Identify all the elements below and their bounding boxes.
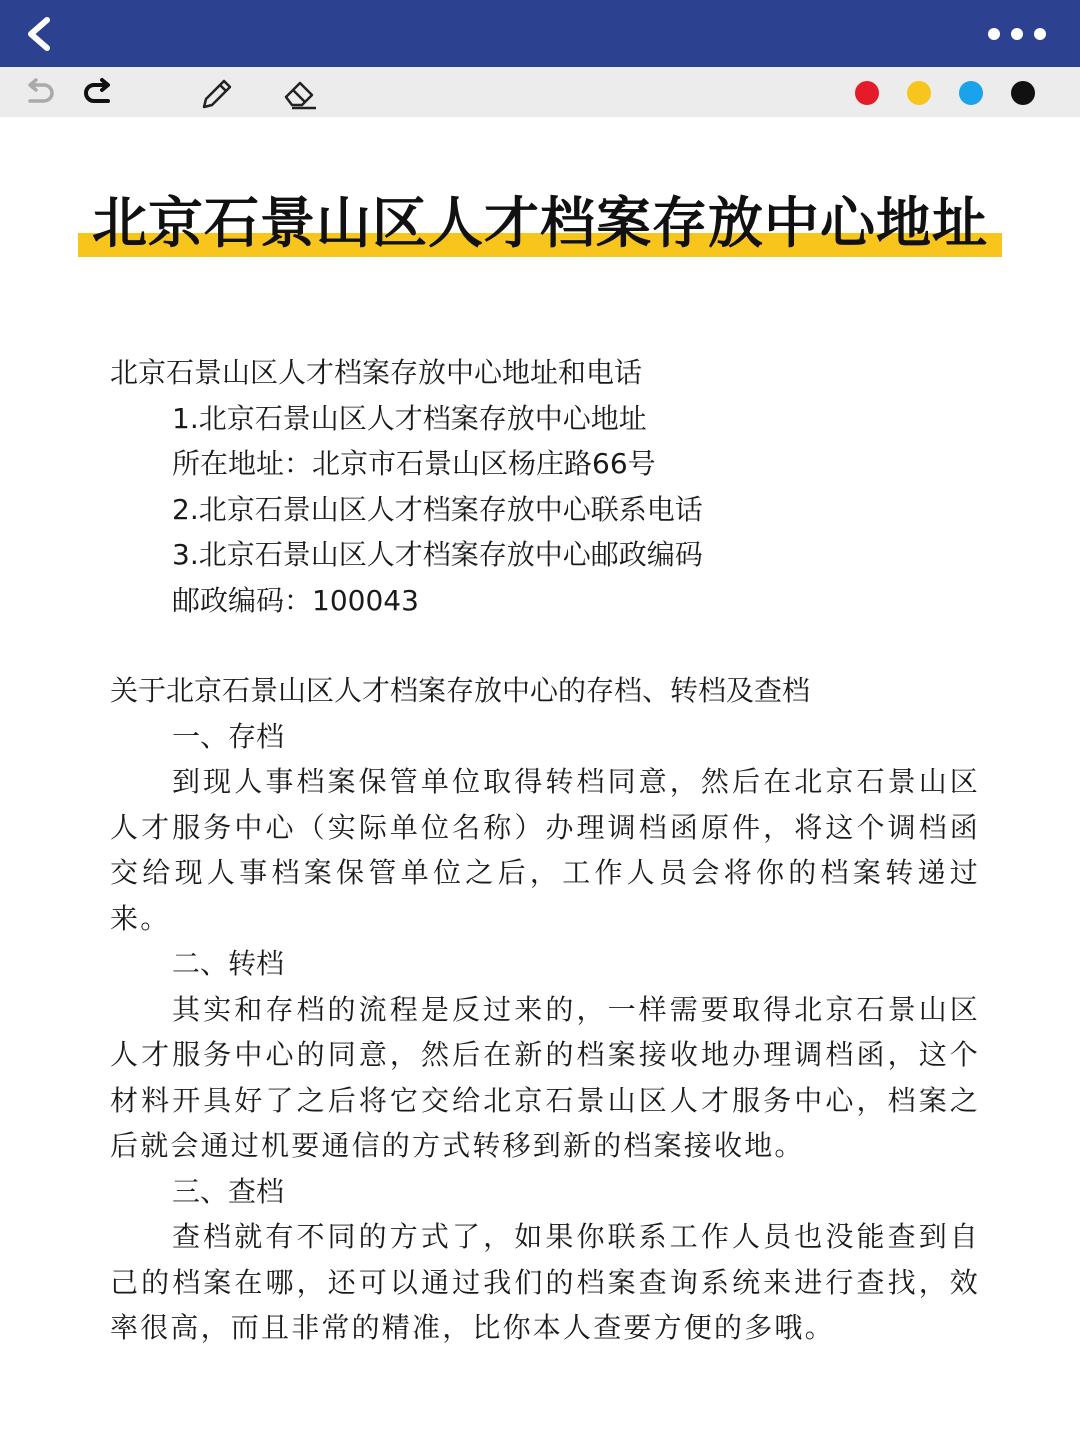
chevron-left-icon <box>18 12 62 56</box>
text-line: 邮政编码：100043 <box>172 583 419 617</box>
item-body: 查档就有不同的方式了，如果你联系工作人员也没能查到自己的档案在哪，还可以通过我们的档案查询系统来进行查找，效率很高，而且非常的精准，比你本人查要方便的多哦。 <box>110 1220 980 1344</box>
redo-icon <box>80 75 116 111</box>
more-options-button[interactable] <box>986 22 1050 46</box>
item-body: 到现人事档案保管单位取得转档同意，然后在北京石景山区人才服务中心（实际单位名称）办理调档函原件，将这个调档函交给现人事档案保管单位之后，工作人员会将你的档案转递过来。 <box>110 765 980 935</box>
item-title: 三、查档 <box>172 1174 285 1208</box>
text-line: 3.北京石景山区人才档案存放中心邮政编码 <box>172 538 703 571</box>
undo-button[interactable] <box>22 75 58 111</box>
pencil-tool-button[interactable] <box>198 75 234 111</box>
top-bar <box>0 0 1080 67</box>
back-button[interactable] <box>18 12 62 56</box>
item-title: 一、存档 <box>172 719 285 753</box>
color-yellow-swatch[interactable] <box>907 81 931 105</box>
eraser-tool-button[interactable] <box>282 75 318 111</box>
section-heading: 关于北京石景山区人才档案存放中心的存档、转档及查档 <box>110 674 811 707</box>
spacer <box>110 623 980 668</box>
drawing-toolbar <box>0 67 1080 117</box>
page-title <box>78 185 1002 261</box>
undo-icon <box>22 75 58 111</box>
item-body: 其实和存档的流程是反过来的，一样需要取得北京石景山区人才服务中心的同意，然后在新的档案接收地办理调档函，这个材料开具好了之后将它交给北京石景山区人才服务中心，档案之后就会通过机要通信的方式转移到新的档案接收地。 <box>110 992 980 1162</box>
color-blue-swatch[interactable] <box>959 81 983 105</box>
page-title-text: 北京石景山区人才档案存放中心地址 <box>91 191 988 255</box>
redo-button[interactable] <box>80 75 116 111</box>
text-line: 2.北京石景山区人才档案存放中心联系电话 <box>172 492 703 526</box>
document-body <box>110 350 980 1351</box>
pencil-icon <box>198 75 234 111</box>
title-area <box>0 185 1080 261</box>
color-black-swatch[interactable] <box>1011 81 1035 105</box>
eraser-icon <box>282 75 320 111</box>
color-red-swatch[interactable] <box>855 81 879 105</box>
text-line: 1.北京石景山区人才档案存放中心地址 <box>172 401 647 435</box>
item-title: 二、转档 <box>172 947 285 980</box>
more-dots-icon <box>986 22 1050 46</box>
text-line: 所在地址：北京市石景山区杨庄路66号 <box>172 447 656 480</box>
section-heading: 北京石景山区人才档案存放中心地址和电话 <box>110 356 643 389</box>
